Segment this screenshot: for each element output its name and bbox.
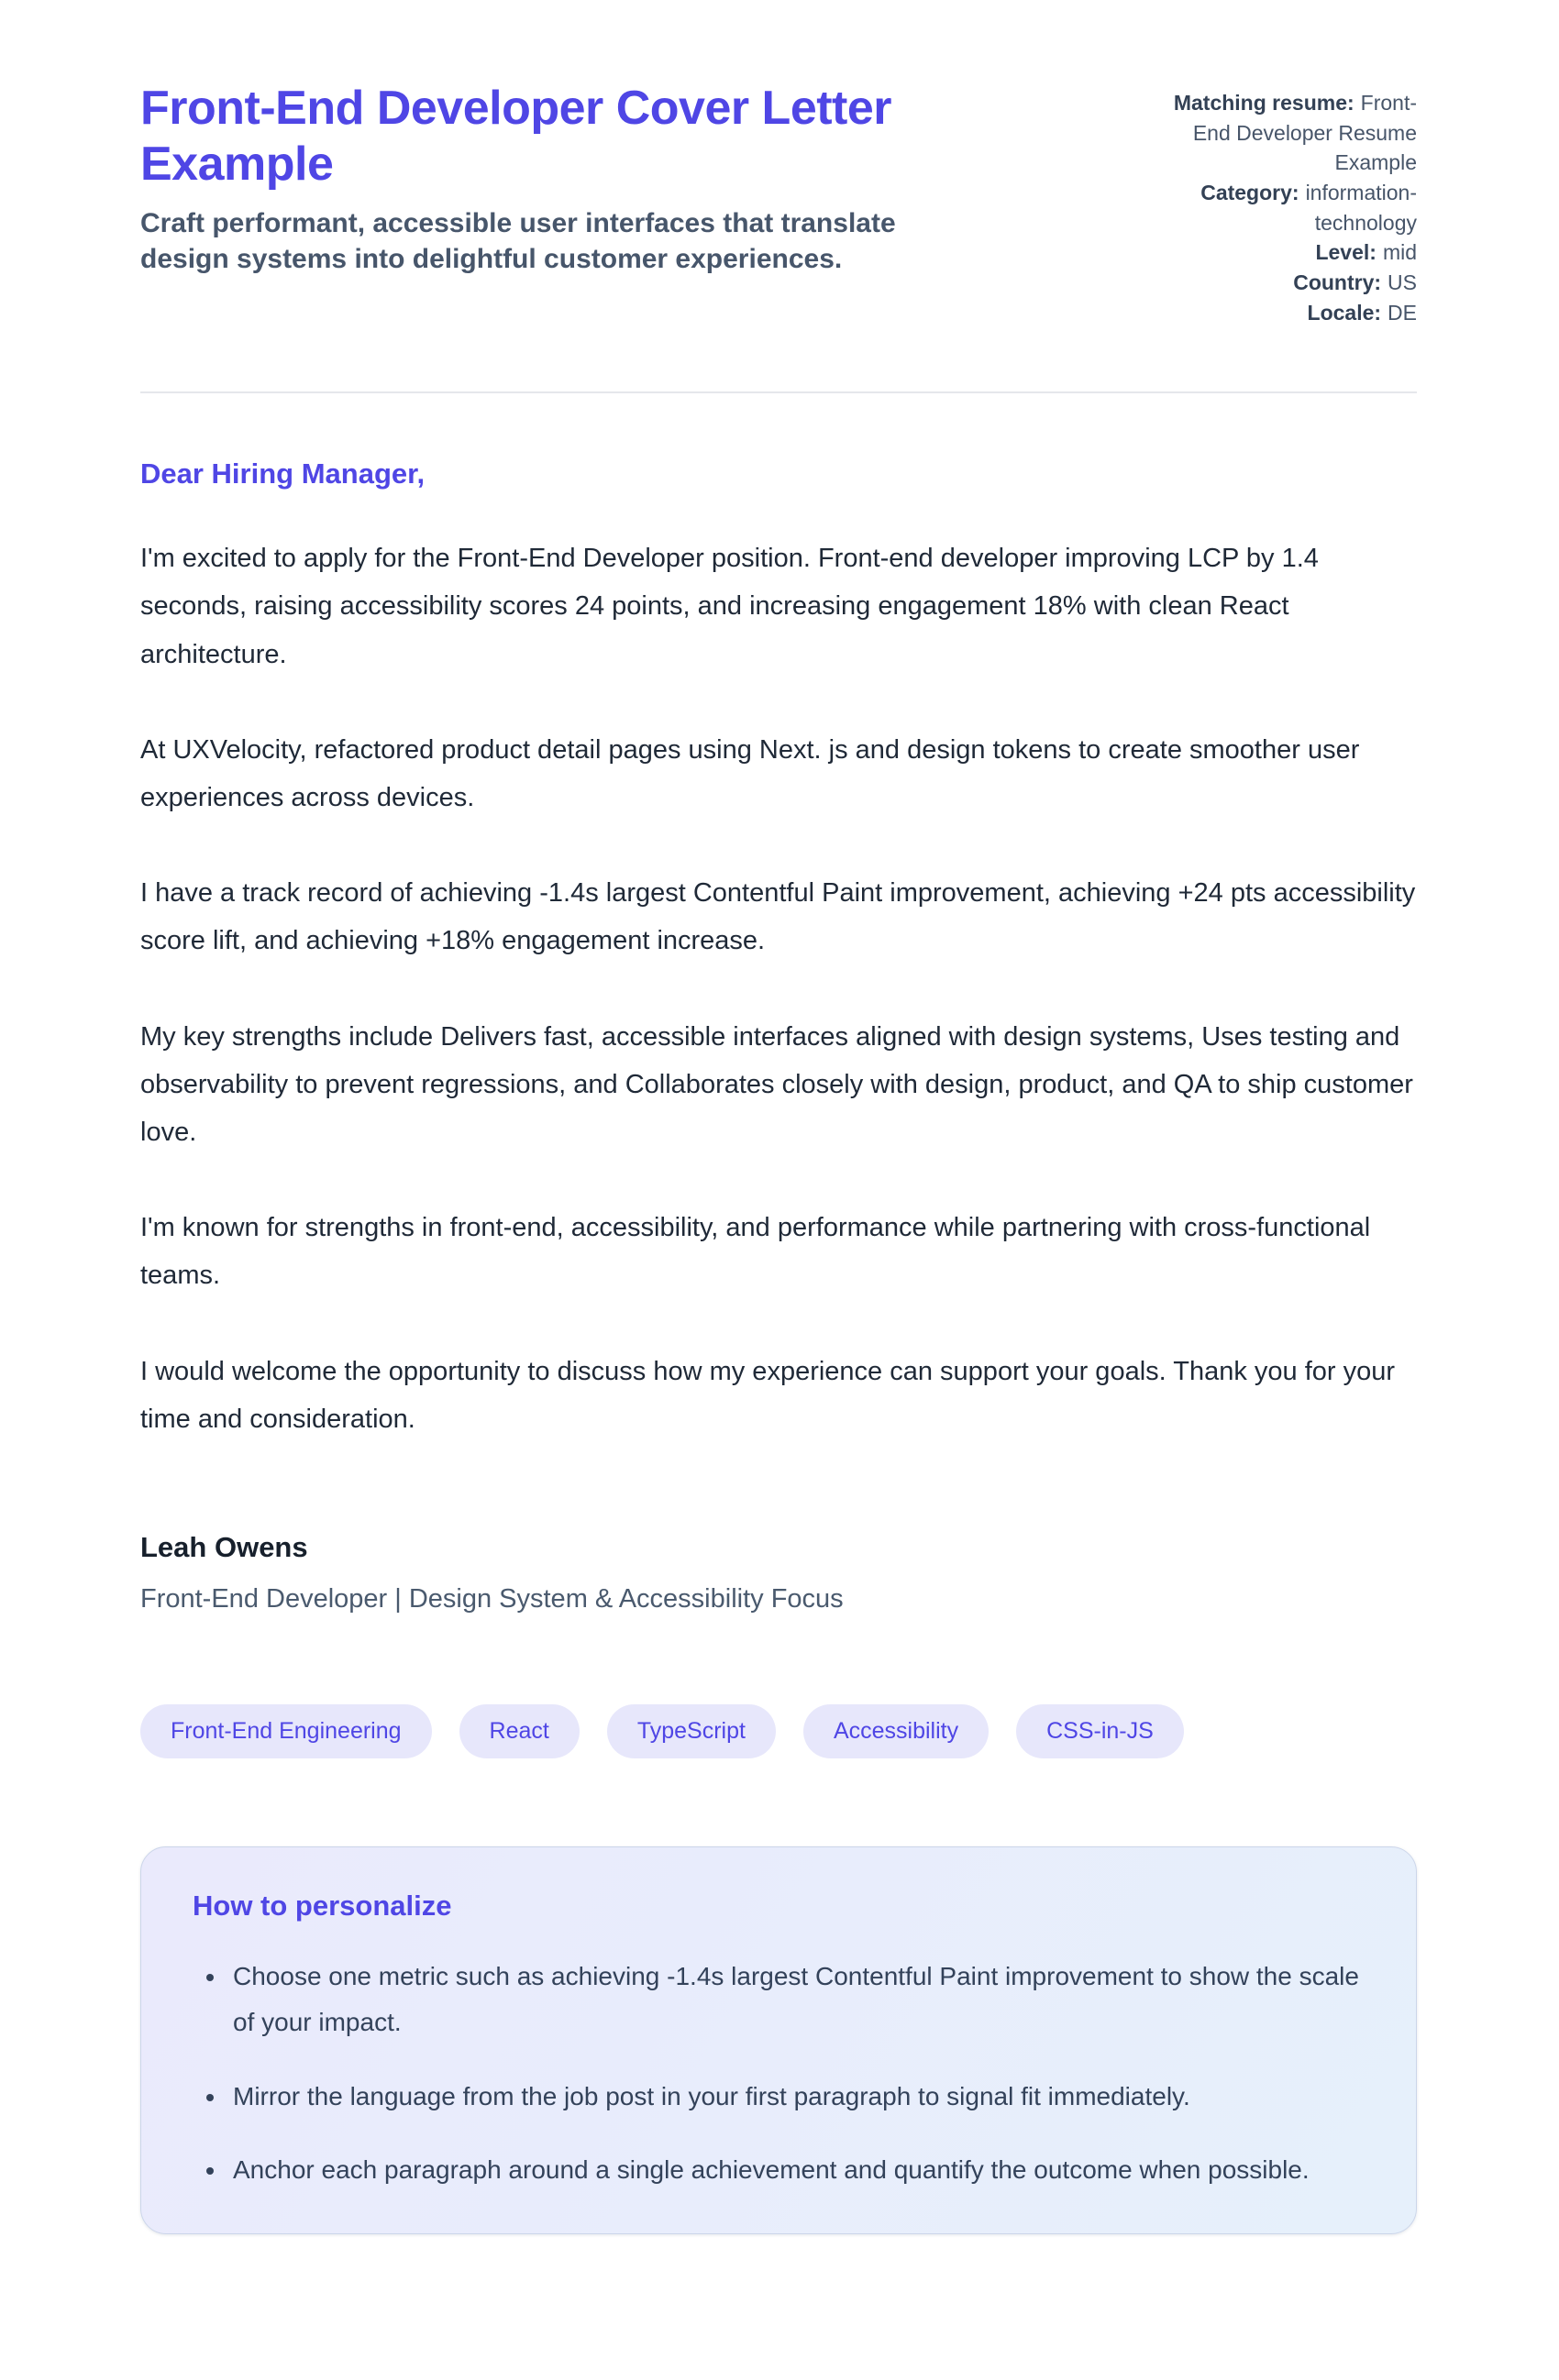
letter-paragraph: My key strengths include Delivers fast, accessible interfaces aligned with design systems, Uses testing and observability to prevent regressions, and Collaborates closely with design, product, and QA to ship customer love. (140, 1021, 1413, 1147)
personalize-tip-list (193, 1954, 1365, 2194)
personalize-callout (140, 1846, 1417, 2235)
letter-paragraph: At UXVelocity, refactored product detail pages using Next. js and design tokens to create smoother user experiences across devices. (140, 734, 1360, 812)
meta-country-value: US (1388, 270, 1417, 294)
skill-tag-typescript[interactable]: TypeScript (607, 1704, 776, 1758)
meta-locale-label: Locale: (1307, 300, 1382, 325)
personalize-tip: • Anchor each paragraph around a single achievement and quantify the outcome when possible. (227, 2147, 1365, 2193)
skill-tag-list (140, 1704, 1417, 1758)
skill-tag-react[interactable]: React (459, 1704, 580, 1758)
meta-level (1140, 237, 1417, 268)
resume-meta-panel (1140, 81, 1417, 327)
meta-matching-resume-value: Front-End Developer Resume Example (1192, 91, 1417, 175)
page-subtitle: Craft performant, accessible user interfaces that translate design systems into delightful customer experiences. (140, 207, 896, 275)
header-title-block (140, 81, 901, 278)
meta-category-value: information-technology (1305, 180, 1417, 235)
meta-locale-value: DE (1388, 300, 1417, 325)
signature-role: Front-End Developer | Design System & Accessibility Focus (140, 1583, 844, 1614)
meta-matching-resume (1140, 88, 1417, 178)
letter-paragraph: I'm excited to apply for the Front-End Developer position. Front-end developer improving LCP by 1.4 seconds, raising accessibility scores 24 points, and increasing engagement 18% with clean React architecture. (140, 544, 1319, 669)
meta-category-label: Category: (1200, 180, 1299, 204)
personalize-tip: • Mirror the language from the job post in your first paragraph to signal fit immediately. (227, 2074, 1365, 2120)
skill-tag-css-in-js[interactable]: CSS-in-JS (1016, 1704, 1184, 1758)
letter-paragraph: I have a track record of achieving -1.4s largest Contentful Paint improvement, achieving +24 pts accessibility score lift, and achieving +18% engagement increase. (140, 878, 1416, 956)
letter-body (140, 393, 1417, 1614)
personalize-heading: How to personalize (193, 1889, 452, 1922)
page-header (140, 81, 1417, 393)
letter-paragraph: I'm known for strengths in front-end, accessibility, and performance while partnering with cross-functional teams. (140, 1213, 1371, 1291)
page-title: Front-End Developer Cover Letter Example (140, 82, 892, 191)
meta-country (1140, 268, 1417, 298)
meta-matching-resume-label: Matching resume: (1173, 91, 1354, 115)
skill-tag-front-end-engineering[interactable]: Front-End Engineering (140, 1704, 432, 1758)
meta-country-label: Country: (1293, 270, 1382, 294)
letter-greeting: Dear Hiring Manager, (140, 457, 426, 490)
signature-name: Leah Owens (140, 1530, 308, 1563)
meta-category (1140, 178, 1417, 237)
personalize-tip: • Choose one metric such as achieving -1.4s largest Contentful Paint improvement to show the scale of your impact. (227, 1954, 1365, 2046)
letter-paragraph: I would welcome the opportunity to discuss how my experience can support your goals. Thank you for your time and consideration. (140, 1356, 1396, 1434)
meta-level-label: Level: (1315, 240, 1377, 265)
skill-tag-accessibility[interactable]: Accessibility (803, 1704, 989, 1758)
meta-level-value: mid (1382, 240, 1417, 265)
meta-locale (1140, 298, 1417, 328)
